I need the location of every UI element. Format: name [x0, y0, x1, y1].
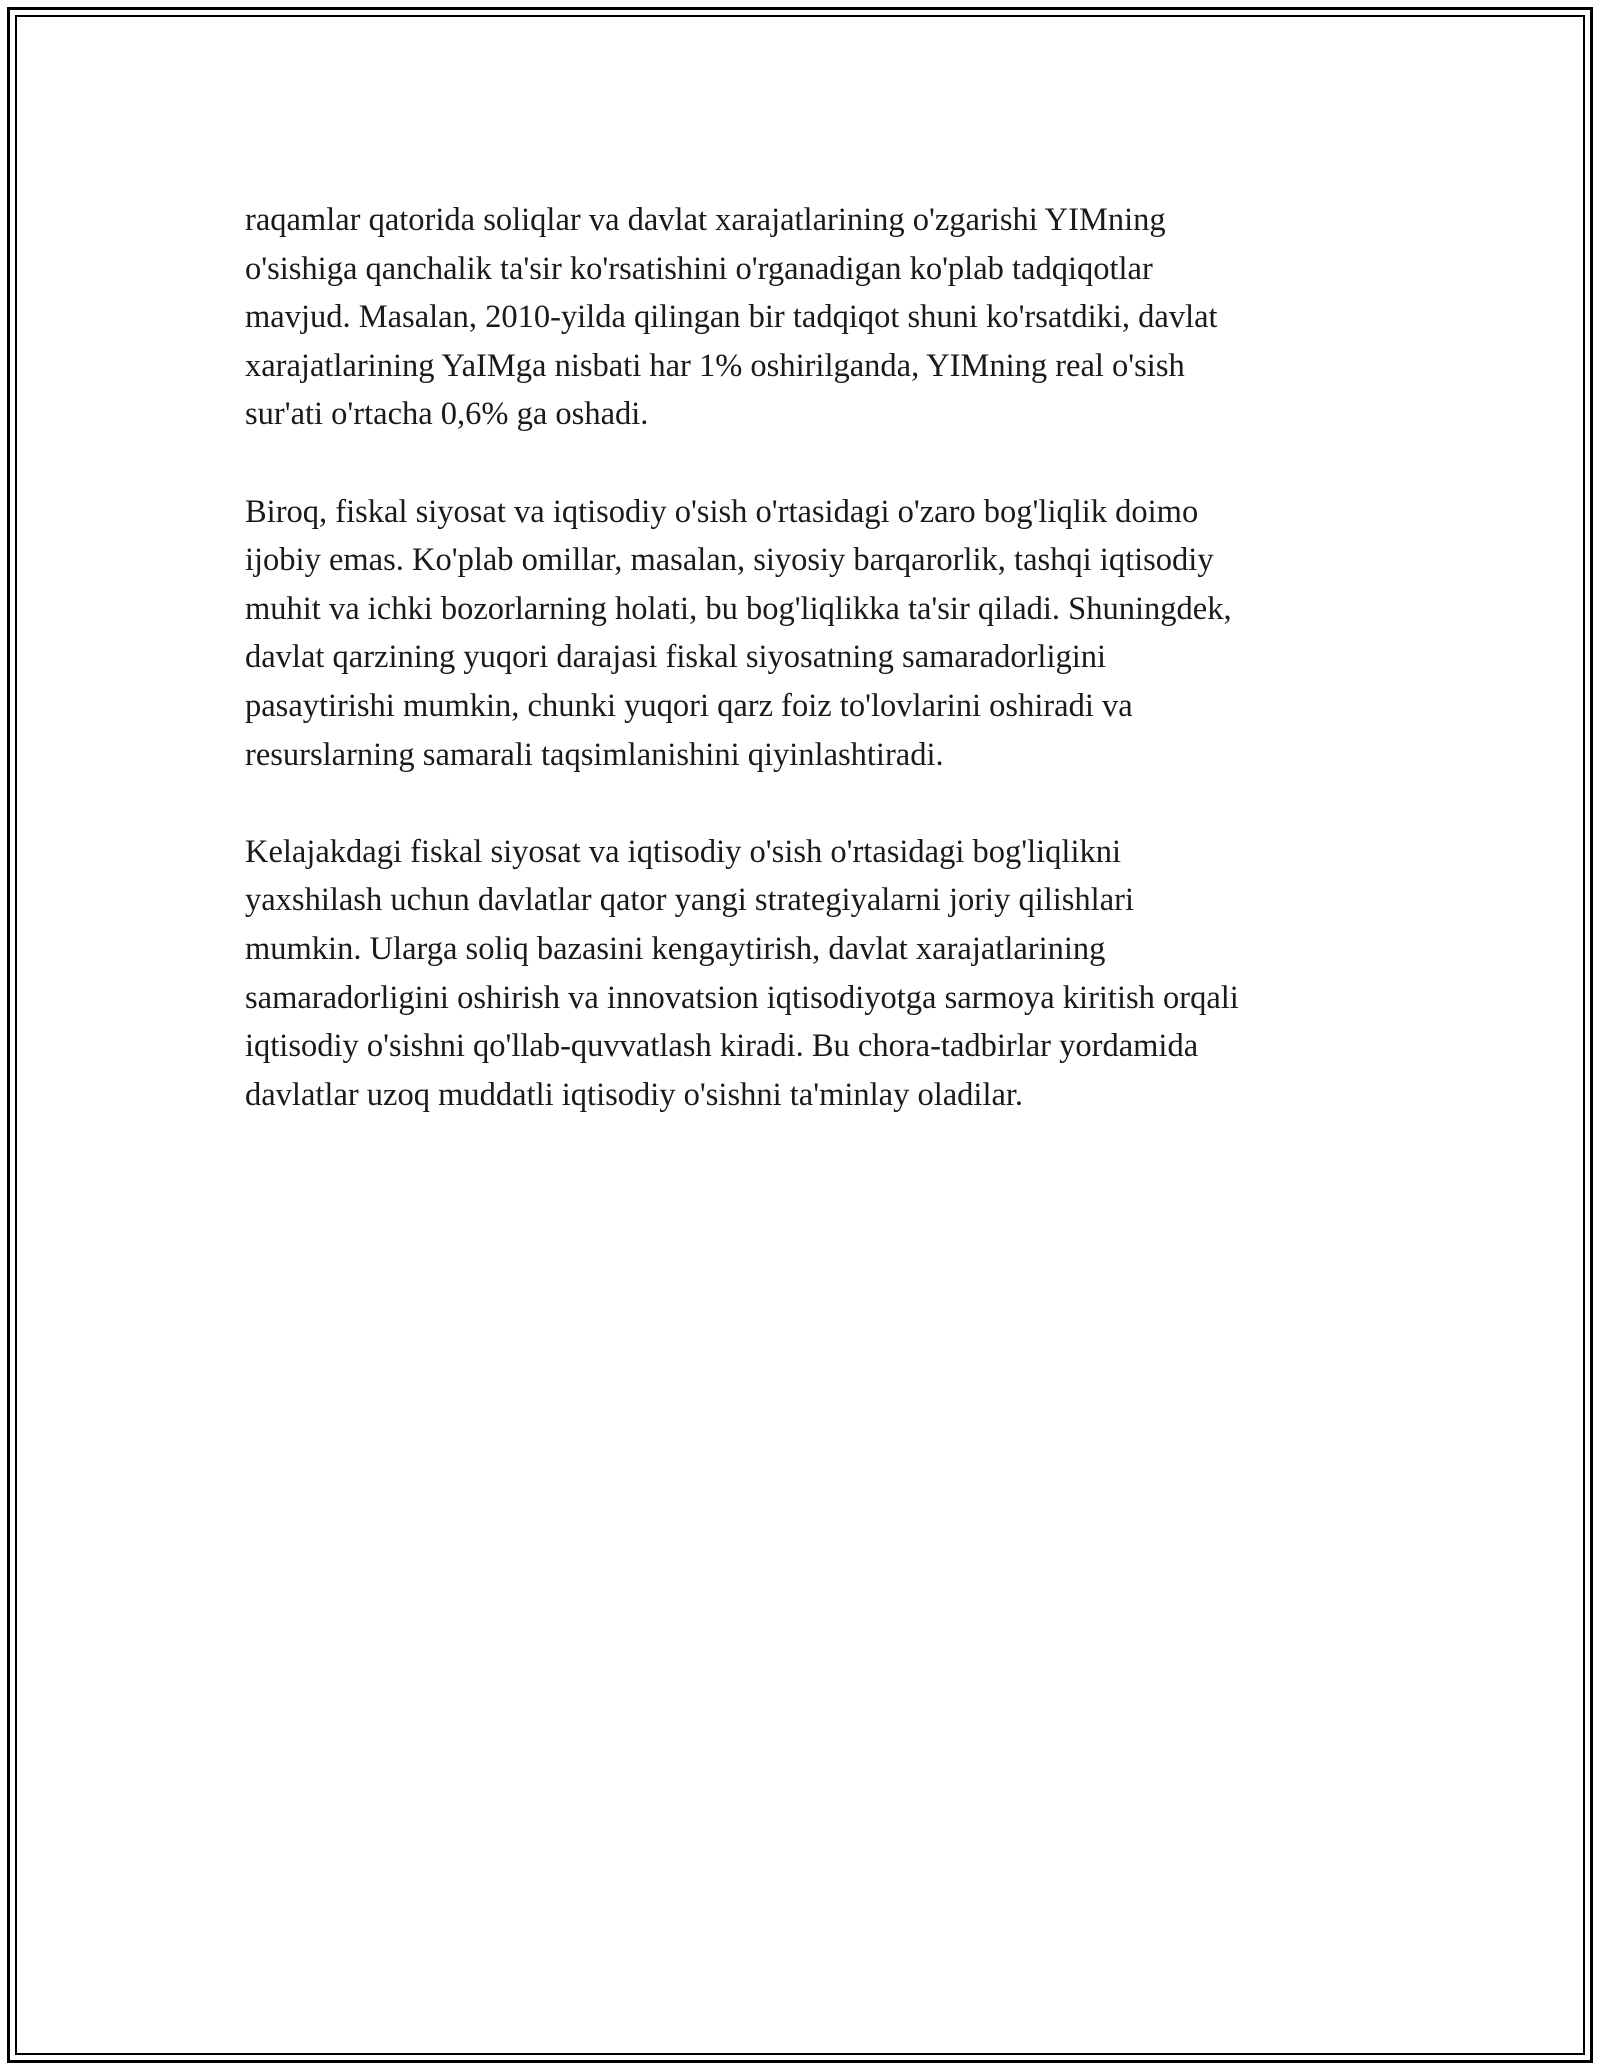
- text-line: sur'ati o'rtacha 0,6% ga oshadi.: [245, 396, 649, 433]
- paragraph-2: [245, 488, 1380, 780]
- paragraph-3: [245, 828, 1380, 1120]
- document-body: [245, 196, 1380, 1168]
- text-line: samaradorligini oshirish va innovatsion iqtisodiyotga sarmoya kiritish orqali: [245, 979, 1239, 1016]
- text-line: raqamlar qatorida soliqlar va davlat xarajatlarining o'zgarishi YIMning: [245, 202, 1166, 238]
- text-line: Biroq, fiskal siyosat va iqtisodiy o'sish o'rtasidagi o'zaro bog'liqlik doimo: [245, 493, 1199, 530]
- text-line: yaxshilash uchun davlatlar qator yangi strategiyalarni joriy qilishlari: [245, 882, 1134, 919]
- text-line: o'sishiga qanchalik ta'sir ko'rsatishini o'rganadigan ko'plab tadqiqotlar: [245, 250, 1153, 287]
- text-line: pasaytirishi mumkin, chunki yuqori qarz foiz to'lovlarini oshiradi va: [245, 687, 1133, 724]
- text-line: xarajatlarining YaIMga nisbati har 1% oshirilganda, YIMning real o'sish: [245, 347, 1185, 384]
- text-line: Kelajakdagi fiskal siyosat va iqtisodiy o'sish o'rtasidagi bog'liqlikni: [245, 833, 1122, 870]
- paragraph-1: [245, 196, 1380, 439]
- text-line: resurslarning samarali taqsimlanishini qiyinlashtiradi.: [245, 736, 944, 773]
- page-frame: [7, 7, 1593, 2063]
- text-line: davlat qarzining yuqori darajasi fiskal siyosatning samaradorligini: [245, 639, 1107, 676]
- text-line: mumkin. Ularga soliq bazasini kengaytirish, davlat xarajatlarining: [245, 930, 1106, 967]
- text-line: mavjud. Masalan, 2010-yilda qilingan bir tadqiqot shuni ko'rsatdiki, davlat: [245, 299, 1218, 336]
- text-line: davlatlar uzoq muddatli iqtisodiy o'sishni ta'minlay oladilar.: [245, 1076, 1024, 1113]
- text-line: muhit va ichki bozorlarning holati, bu bog'liqlikka ta'sir qiladi. Shuningdek,: [245, 590, 1232, 627]
- text-line: ijobiy emas. Ko'plab omillar, masalan, siyosiy barqarorlik, tashqi iqtisodiy: [245, 542, 1214, 579]
- text-line: iqtisodiy o'sishni qo'llab-quvvatlash kiradi. Bu chora-tadbirlar yordamida: [245, 1028, 1199, 1065]
